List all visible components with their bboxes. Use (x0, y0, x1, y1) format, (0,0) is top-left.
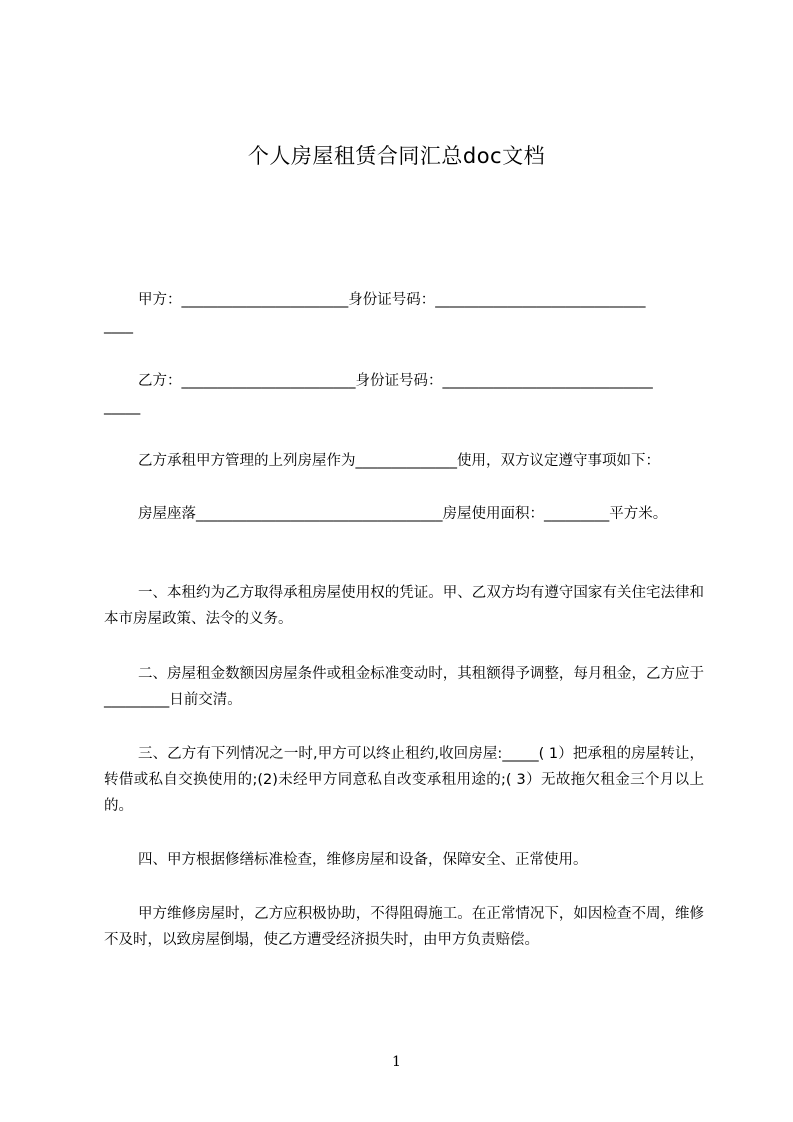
document-title: 个人房屋租赁合同汇总doc文档 (247, 144, 546, 168)
location-paragraph (104, 501, 704, 527)
party-b-text: 乙方：________________________身份证号码：_____________________________ (138, 373, 653, 389)
intro-paragraph (104, 448, 704, 474)
clause-2-paragraph (104, 661, 704, 713)
party-a-continuation: ____ (104, 318, 133, 334)
clause-1-paragraph (104, 580, 704, 632)
party-a-line (104, 287, 704, 339)
clause-4-paragraph (104, 847, 704, 873)
clause-2-text: 二、房屋租金数额因房屋条件或租金标准变动时，其租额得予调整，每月租金，乙方应于_________日前交清。 (104, 666, 704, 708)
intro-text: 乙方承租甲方管理的上列房屋作为______________使用，双方议定遵守事项如下： (138, 453, 660, 469)
clause-4-text: 四、甲方根据修缮标准检查，维修房屋和设备，保障安全、正常使用。 (138, 852, 588, 868)
party-b-continuation: _____ (104, 399, 141, 415)
clause-4-detail-paragraph (104, 901, 704, 953)
clause-3-text: 三、乙方有下列情况之一时,甲方可以终止租约,收回房屋:_____( 1）把承租的房屋转让，转借或私自交换使用的;(2)未经甲方同意私自改变承租用途的;( 3）无故拖欠租金三个月以上的。 (104, 746, 704, 814)
clause-3-paragraph (104, 741, 704, 819)
clause-1-text: 一、本租约为乙方取得承租房屋使用权的凭证。甲、乙双方均有遵守国家有关住宅法律和本市房屋政策、法令的义务。 (104, 585, 704, 627)
location-text: 房屋座落__________________________________房屋使用面积：_________平方米。 (138, 506, 668, 522)
clause-4-detail-text: 甲方维修房屋时，乙方应积极协助，不得阻碍施工。在正常情况下，如因检查不周，维修不及时，以致房屋倒塌，使乙方遭受经济损失时，由甲方负责赔偿。 (104, 906, 704, 948)
party-a-text: 甲方：_______________________身份证号码：_____________________________ (138, 292, 646, 308)
party-b-line (104, 368, 704, 420)
page-number: 1 (392, 1054, 401, 1070)
